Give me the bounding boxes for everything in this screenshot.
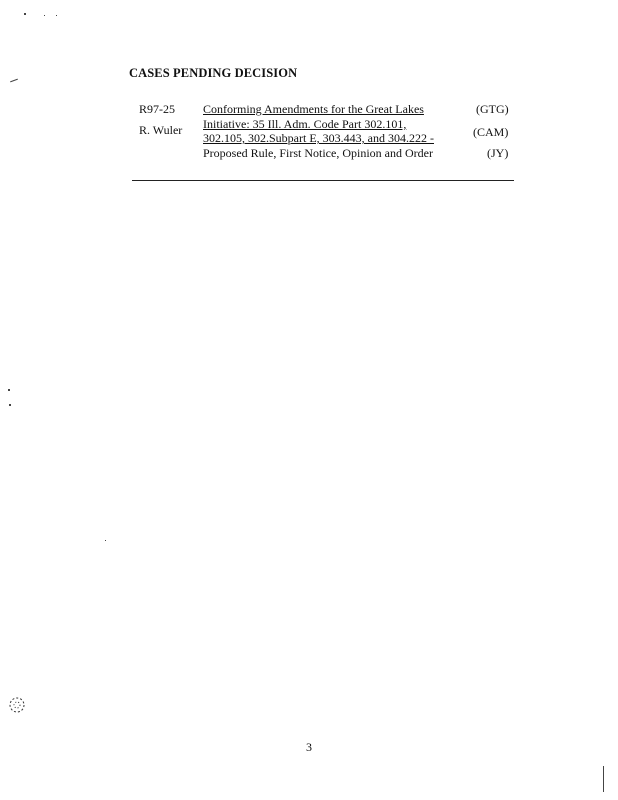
assignee-code: (GTG) — [476, 102, 509, 116]
scan-speck — [603, 766, 604, 792]
case-title-line: 302.105, 302.Subpart E, 303.443, and 304.222 - — [203, 131, 434, 145]
case-title-line: Proposed Rule, First Notice, Opinion and Order — [203, 146, 433, 160]
scan-speck — [56, 15, 57, 16]
page-number: 3 — [306, 740, 312, 754]
scan-speck — [44, 15, 45, 16]
case-title-line: Initiative: 35 Ill. Adm. Code Part 302.101, — [203, 117, 407, 131]
scan-speck — [24, 13, 26, 15]
assignee-code: (JY) — [487, 146, 509, 160]
scan-speck — [105, 540, 106, 541]
case-number: R97-25 — [139, 102, 175, 116]
section-divider — [132, 180, 514, 181]
assignee-code: (CAM) — [473, 125, 509, 139]
section-heading: CASES PENDING DECISION — [129, 66, 298, 80]
stamp-mark-icon — [6, 694, 28, 716]
case-title-line: Conforming Amendments for the Great Lakes — [203, 102, 424, 116]
scan-speck — [8, 389, 10, 391]
case-entry — [0, 0, 618, 200]
scan-speck — [9, 404, 11, 406]
case-attorney: R. Wuler — [139, 123, 183, 137]
